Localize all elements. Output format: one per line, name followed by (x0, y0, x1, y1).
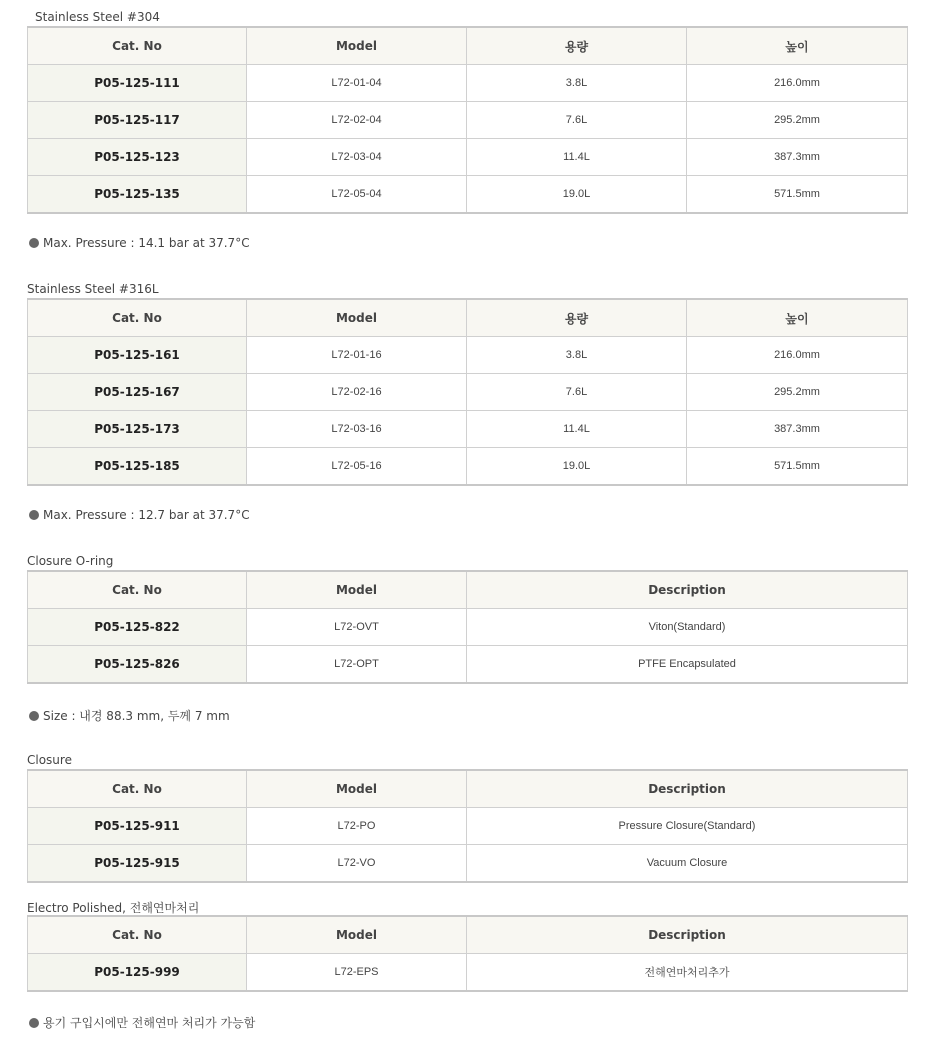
description-cell: 전해연마처리추가 (467, 954, 908, 992)
height-cell: 571.5mm (687, 176, 908, 214)
model-cell: L72-02-04 (247, 102, 467, 139)
note-ss304 (29, 236, 250, 250)
cat-no-cell: P05-125-111 (28, 65, 247, 102)
height-cell: 216.0mm (687, 337, 908, 374)
note-electro-polished (29, 1014, 255, 1031)
model-cell: L72-01-04 (247, 65, 467, 102)
height-cell: 387.3mm (687, 411, 908, 448)
model-cell: L72-03-16 (247, 411, 467, 448)
section-title-ss316l: Stainless Steel #316L (27, 282, 159, 296)
capacity-cell: 19.0L (467, 448, 687, 486)
height-cell: 216.0mm (687, 65, 908, 102)
header-description: Description (467, 571, 908, 609)
table-row (28, 337, 908, 374)
table-header-row (28, 916, 908, 954)
cat-no-cell: P05-125-826 (28, 646, 247, 684)
bullet-icon (29, 711, 39, 721)
table-closure-oring (27, 570, 908, 684)
bullet-icon (29, 238, 39, 248)
section-title-electro-polished: Electro Polished, 전해연마처리 (27, 901, 200, 915)
table-row (28, 448, 908, 486)
table-header-row (28, 770, 908, 808)
cat-no-cell: P05-125-135 (28, 176, 247, 214)
table-row (28, 808, 908, 845)
model-cell: L72-EPS (247, 954, 467, 992)
table-row (28, 609, 908, 646)
model-cell: L72-05-04 (247, 176, 467, 214)
description-cell: PTFE Encapsulated (467, 646, 908, 684)
model-cell: L72-OPT (247, 646, 467, 684)
table-header-row (28, 299, 908, 337)
note-text: Size : 내경 88.3 mm, 두께 7 mm (43, 709, 230, 723)
note-text: Max. Pressure : 14.1 bar at 37.7°C (43, 236, 250, 250)
header-capacity: 용량 (467, 299, 687, 337)
table-row (28, 374, 908, 411)
cat-no-cell: P05-125-999 (28, 954, 247, 992)
table-row (28, 845, 908, 883)
header-capacity: 용량 (467, 27, 687, 65)
table-row (28, 102, 908, 139)
capacity-cell: 3.8L (467, 65, 687, 102)
model-cell: L72-VO (247, 845, 467, 883)
height-cell: 295.2mm (687, 374, 908, 411)
height-cell: 387.3mm (687, 139, 908, 176)
table-row (28, 411, 908, 448)
capacity-cell: 11.4L (467, 139, 687, 176)
bullet-icon (29, 1018, 39, 1028)
header-model: Model (247, 27, 467, 65)
model-cell: L72-02-16 (247, 374, 467, 411)
cat-no-cell: P05-125-117 (28, 102, 247, 139)
capacity-cell: 3.8L (467, 337, 687, 374)
table-row (28, 139, 908, 176)
height-cell: 571.5mm (687, 448, 908, 486)
model-cell: L72-OVT (247, 609, 467, 646)
header-model: Model (247, 916, 467, 954)
capacity-cell: 11.4L (467, 411, 687, 448)
section-title-closure: Closure (27, 753, 72, 767)
table-ss316l (27, 298, 908, 486)
table-ss304 (27, 26, 908, 214)
header-cat-no: Cat. No (28, 571, 247, 609)
header-height: 높이 (687, 27, 908, 65)
header-cat-no: Cat. No (28, 299, 247, 337)
table-closure (27, 769, 908, 883)
header-cat-no: Cat. No (28, 27, 247, 65)
table-row (28, 646, 908, 684)
cat-no-cell: P05-125-822 (28, 609, 247, 646)
capacity-cell: 19.0L (467, 176, 687, 214)
header-description: Description (467, 916, 908, 954)
model-cell: L72-01-16 (247, 337, 467, 374)
description-cell: Viton(Standard) (467, 609, 908, 646)
cat-no-cell: P05-125-167 (28, 374, 247, 411)
header-model: Model (247, 571, 467, 609)
cat-no-cell: P05-125-915 (28, 845, 247, 883)
table-header-row (28, 571, 908, 609)
header-cat-no: Cat. No (28, 770, 247, 808)
table-row (28, 65, 908, 102)
cat-no-cell: P05-125-185 (28, 448, 247, 486)
header-model: Model (247, 770, 467, 808)
model-cell: L72-03-04 (247, 139, 467, 176)
header-height: 높이 (687, 299, 908, 337)
model-cell: L72-PO (247, 808, 467, 845)
cat-no-cell: P05-125-911 (28, 808, 247, 845)
note-ss316l (29, 508, 250, 522)
capacity-cell: 7.6L (467, 102, 687, 139)
table-header-row (28, 27, 908, 65)
table-row (28, 954, 908, 992)
note-text: 용기 구입시에만 전해연마 처리가 가능함 (43, 1016, 256, 1030)
description-cell: Pressure Closure(Standard) (467, 808, 908, 845)
cat-no-cell: P05-125-161 (28, 337, 247, 374)
header-description: Description (467, 770, 908, 808)
description-cell: Vacuum Closure (467, 845, 908, 883)
bullet-icon (29, 510, 39, 520)
note-text: Max. Pressure : 12.7 bar at 37.7°C (43, 508, 250, 522)
model-cell: L72-05-16 (247, 448, 467, 486)
header-cat-no: Cat. No (28, 916, 247, 954)
height-cell: 295.2mm (687, 102, 908, 139)
table-row (28, 176, 908, 214)
note-closure-oring (29, 707, 230, 724)
cat-no-cell: P05-125-173 (28, 411, 247, 448)
section-title-closure-oring: Closure O-ring (27, 554, 114, 568)
capacity-cell: 7.6L (467, 374, 687, 411)
table-electro-polished (27, 915, 908, 992)
cat-no-cell: P05-125-123 (28, 139, 247, 176)
section-title-ss304: Stainless Steel #304 (35, 10, 160, 24)
header-model: Model (247, 299, 467, 337)
